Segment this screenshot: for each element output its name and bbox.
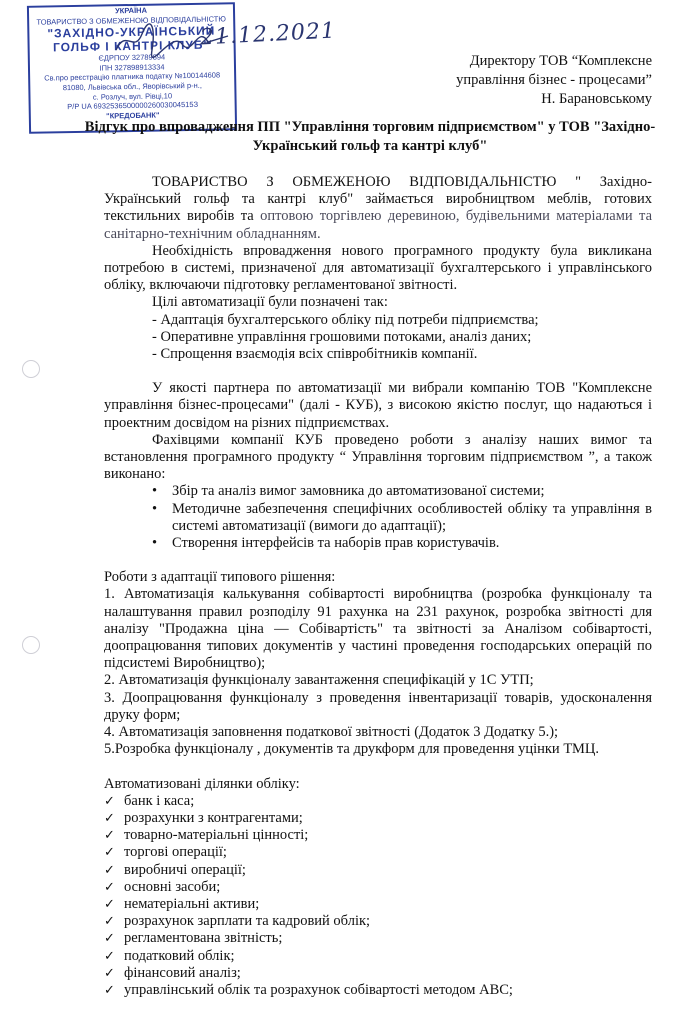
checkmark-icon: ✓ xyxy=(104,931,115,947)
checkmark-icon: ✓ xyxy=(104,965,115,981)
stamp-line: Р/Р UA 693253650000026003004515З xyxy=(67,100,199,112)
areas-header: Автоматизовані ділянки обліку: xyxy=(104,775,300,792)
intro-paragraph xyxy=(104,174,652,243)
list-item-text: нематеріальні активи; xyxy=(124,895,260,912)
list-item xyxy=(104,913,652,930)
adaptation-item: 4. Автоматизація заповнення податкової звітності (Додаток 3 Додатку 5.); xyxy=(104,724,559,741)
stamp-line: УКРАЇНА xyxy=(114,5,148,16)
list-item-text: регламентована звітність; xyxy=(124,930,283,947)
list-item xyxy=(152,483,652,500)
list-item-text: виробничі операції; xyxy=(124,861,246,878)
goal-item: - Спрощення взаємодія всіх співробітників компанії. xyxy=(152,346,478,363)
list-item xyxy=(104,896,652,913)
checkmark-icon: ✓ xyxy=(104,879,115,895)
list-item-text: основні засоби; xyxy=(124,878,221,895)
addressee-name: Н. Барановському xyxy=(541,91,652,107)
stamp-line: Св.про реєстрацію платника податку №100144608 xyxy=(44,70,221,83)
document-title: Відгук про впровадження ПП "Управління торговим підприємством" у ТОВ "Західно-Український гольф та кантрі клуб" xyxy=(84,119,656,154)
list-item-text: банк і каса; xyxy=(124,792,195,809)
stamp-line: ТОВАРИСТВО З ОБМЕЖЕНОЮ ВІДПОВІДАЛЬНІСТЮ xyxy=(36,13,226,27)
list-item xyxy=(104,982,652,999)
list-item-text: Створення інтерфейсів та наборів прав користувачів. xyxy=(172,535,500,552)
list-item xyxy=(104,827,652,844)
stamp-line: ЄДРПОУ 32789894 xyxy=(98,52,166,63)
adaptation-item: 5.Розробка функціоналу , документів та друкформ для проведення уцінки ТМЦ. xyxy=(104,741,599,758)
list-item-text: фінансовий аналіз; xyxy=(124,964,241,981)
list-item xyxy=(104,862,652,879)
list-item-text: розрахунок зарплати та кадровий облік; xyxy=(124,913,371,930)
checkmark-icon: ✓ xyxy=(104,845,115,861)
checkmark-icon: ✓ xyxy=(104,914,115,930)
adaptation-item: 3. Доопрацювання функціоналу з проведення інвентаризації товарів, удосконалення друку форм; xyxy=(104,689,652,723)
adaptation-item: 1. Автоматизація калькування собівартості виробництва (розробка функціоналу та налаштування правил розподілу 91 рахунка на 231 рахунок, розробка звітності для аналізу "Продажна ціна — Собівартість" та звітності за Аналізом собівартості, доопрацювання типових документів у частині проведення господарських операцій по підсистемі Виробництво); xyxy=(104,586,652,672)
list-item-text: товарно-матеріальні цінності; xyxy=(124,827,309,844)
goal-item: - Оперативне управління грошовими потоками, аналіз даних; xyxy=(152,328,532,345)
necessity-paragraph: Необхідність впровадження нового програмного продукту була викликана потребою в системі, призначеної для автоматизації бухгалтерського і управлінського обліку, включаючи підготовку регламентованої звітності. xyxy=(104,242,652,294)
list-item xyxy=(104,793,652,810)
list-item-text: управлінський облік та розрахунок собівартості методом АВС; xyxy=(124,981,513,998)
addressee-block xyxy=(456,52,652,109)
stamp-line: "ЗАХІДНО-УКРАЇНСЬКИЙ xyxy=(47,23,216,41)
checkmark-icon: ✓ xyxy=(104,828,115,844)
list-item xyxy=(104,965,652,982)
punch-hole-mark xyxy=(22,636,40,654)
goal-item: - Адаптація бухгалтерського обліку під потреби підприємства; xyxy=(152,311,539,328)
list-item-text: розрахунки з контрагентами; xyxy=(124,809,303,826)
bullet-icon: • xyxy=(152,500,158,517)
list-item xyxy=(104,930,652,947)
stamp-line: с. Розлуч, вул. Рівці,10 xyxy=(92,90,173,102)
list-item xyxy=(152,535,652,552)
intro-text-trade: оптовою торгівлею деревиною, будівельними матеріалами та санітарно-технічним обладнанням. xyxy=(104,208,653,242)
stamp-line: "КРЕДОБАНК" xyxy=(106,110,160,121)
work-done-paragraph: Фахівцями компанії КУБ проведено роботи з аналізу наших вимог та встановлення програмного продукту “ Управління торговим підприємством ”, а також виконано: xyxy=(104,431,652,483)
intro-text: ТОВАРИСТВО З ОБМЕЖЕНОЮ ВІДПОВІДАЛЬНІСТЮ " Західно-Український гольф та кантрі клуб" займається виробництвом меблів, готових текстильних виробів та xyxy=(104,174,652,225)
addressee-line: управління бізнес - процесами” xyxy=(456,72,652,88)
list-item xyxy=(104,844,652,861)
bullet-icon: • xyxy=(152,535,158,552)
list-item-text: Збір та аналіз вимог замовника до автоматизованої системи; xyxy=(172,483,545,500)
bullet-icon: • xyxy=(152,483,158,500)
list-item-text: торгові операції; xyxy=(124,844,227,861)
document-body xyxy=(104,174,652,999)
signature-date: 21.12.2021 xyxy=(199,18,337,51)
checkmark-icon: ✓ xyxy=(104,982,115,998)
addressee-line: Директору ТОВ “Комплексне xyxy=(469,53,652,69)
list-item xyxy=(104,879,652,896)
adaptation-item: 2. Автоматизація функціоналу завантаження специфікацій у 1С УТП; xyxy=(104,672,534,689)
stamp-line: ГОЛЬФ І КАНТРІ КЛУБ" xyxy=(52,37,211,55)
list-item xyxy=(104,948,652,965)
stamp-line: ІПН 327898913334 xyxy=(99,62,165,73)
stamp-line: 81080, Львівська обл., Яворівський р-н., xyxy=(62,80,202,93)
areas-list xyxy=(104,793,652,999)
list-item xyxy=(104,810,652,827)
adaptation-header: Роботи з адаптації типового рішення: xyxy=(104,569,336,586)
goals-header: Цілі автоматизації були позначені так: xyxy=(152,294,388,311)
punch-hole-mark xyxy=(22,360,40,378)
list-item xyxy=(152,501,652,535)
work-list xyxy=(104,483,652,552)
checkmark-icon: ✓ xyxy=(104,862,115,878)
checkmark-icon: ✓ xyxy=(104,793,115,809)
list-item-text: Методичне забезпечення специфічних особливостей обліку та управління в системі автоматизації (вимоги до адаптації); xyxy=(172,500,652,534)
checkmark-icon: ✓ xyxy=(104,896,115,912)
checkmark-icon: ✓ xyxy=(104,948,115,964)
list-item-text: податковий облік; xyxy=(124,947,235,964)
checkmark-icon: ✓ xyxy=(104,810,115,826)
partner-paragraph: У якості партнера по автоматизації ми вибрали компанію ТОВ "Комплексне управління бізнес-процесами" (далі - КУБ), з високою якістю послуг, що надаються і проектним досвідом на різних підприємствах. xyxy=(104,380,652,431)
